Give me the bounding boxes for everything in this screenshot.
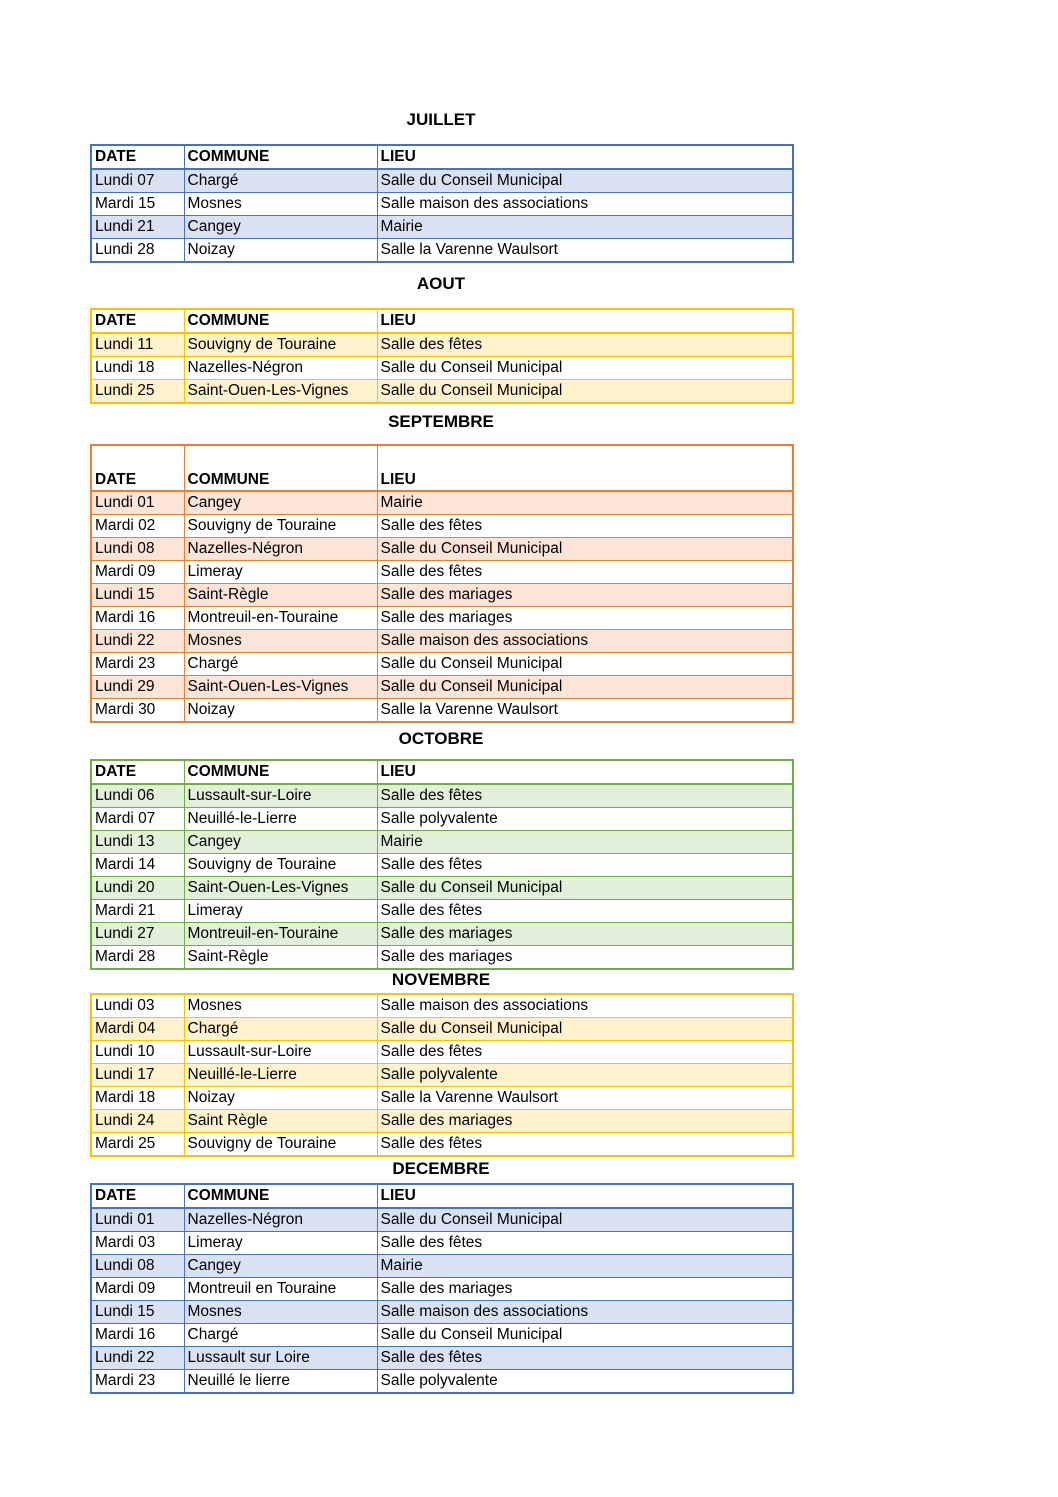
- cell-commune: Chargé: [184, 169, 377, 193]
- cell-date: Mardi 30: [91, 699, 184, 723]
- cell-commune: Souvigny de Touraine: [184, 333, 377, 357]
- cell-commune: Cangey: [184, 1255, 377, 1278]
- cell-date: Lundi 15: [91, 584, 184, 607]
- table-row: [91, 1324, 793, 1347]
- table-row: [91, 808, 793, 831]
- table-row: [91, 1018, 793, 1041]
- cell-date: Mardi 16: [91, 1324, 184, 1347]
- cell-commune: Nazelles-Négron: [184, 538, 377, 561]
- cell-lieu: Salle du Conseil Municipal: [377, 380, 793, 404]
- cell-commune: Nazelles-Négron: [184, 1208, 377, 1232]
- month-title-novembre: NOVEMBRE: [391, 970, 491, 989]
- cell-commune: Lussault sur Loire: [184, 1347, 377, 1370]
- cell-date: Lundi 06: [91, 784, 184, 808]
- cell-commune: Souvigny de Touraine: [184, 515, 377, 538]
- cell-date: Lundi 11: [91, 333, 184, 357]
- cell-lieu: Salle des mariages: [377, 946, 793, 970]
- cell-date: Mardi 14: [91, 854, 184, 877]
- cell-lieu: Salle des fêtes: [377, 854, 793, 877]
- table-row: [91, 333, 793, 357]
- cell-lieu: Salle des mariages: [377, 923, 793, 946]
- cell-date: Lundi 10: [91, 1041, 184, 1064]
- cell-commune: Mosnes: [184, 994, 377, 1018]
- cell-date: Mardi 18: [91, 1087, 184, 1110]
- table-header-row: [91, 145, 793, 169]
- cell-commune: Saint-Règle: [184, 584, 377, 607]
- cell-date: Lundi 29: [91, 676, 184, 699]
- month-title-decembre: DECEMBRE: [392, 1159, 490, 1178]
- table-header-row: [91, 445, 793, 491]
- column-header-lieu: LIEU: [377, 760, 793, 784]
- table-row: [91, 946, 793, 970]
- schedule-table-octobre: [90, 759, 794, 970]
- cell-date: Mardi 04: [91, 1018, 184, 1041]
- cell-lieu: Mairie: [377, 216, 793, 239]
- column-header-commune: COMMUNE: [184, 445, 377, 491]
- table-row: [91, 1087, 793, 1110]
- column-header-date: DATE: [91, 760, 184, 784]
- cell-lieu: Salle maison des associations: [377, 1301, 793, 1324]
- cell-lieu: Salle du Conseil Municipal: [377, 877, 793, 900]
- cell-commune: Chargé: [184, 653, 377, 676]
- cell-date: Lundi 01: [91, 1208, 184, 1232]
- cell-lieu: Salle du Conseil Municipal: [377, 1018, 793, 1041]
- cell-date: Lundi 22: [91, 1347, 184, 1370]
- table-row: [91, 1064, 793, 1087]
- cell-commune: Noizay: [184, 699, 377, 723]
- cell-lieu: Mairie: [377, 1255, 793, 1278]
- cell-commune: Limeray: [184, 900, 377, 923]
- cell-date: Lundi 17: [91, 1064, 184, 1087]
- table-row: [91, 900, 793, 923]
- column-header-commune: COMMUNE: [184, 145, 377, 169]
- cell-commune: Nazelles-Négron: [184, 357, 377, 380]
- table-row: [91, 877, 793, 900]
- table-row: [91, 653, 793, 676]
- cell-date: Mardi 09: [91, 561, 184, 584]
- table-row: [91, 994, 793, 1018]
- cell-date: Mardi 15: [91, 193, 184, 216]
- cell-commune: Chargé: [184, 1018, 377, 1041]
- cell-commune: Neuillé le lierre: [184, 1370, 377, 1394]
- column-header-lieu: LIEU: [377, 309, 793, 333]
- table-row: [91, 584, 793, 607]
- cell-commune: Mosnes: [184, 193, 377, 216]
- cell-lieu: Salle des fêtes: [377, 784, 793, 808]
- table-row: [91, 831, 793, 854]
- month-title-septembre: SEPTEMBRE: [388, 412, 494, 431]
- cell-lieu: Salle du Conseil Municipal: [377, 1324, 793, 1347]
- column-header-date: DATE: [91, 309, 184, 333]
- cell-lieu: Salle des fêtes: [377, 1041, 793, 1064]
- cell-commune: Mosnes: [184, 1301, 377, 1324]
- table-row: [91, 239, 793, 263]
- cell-lieu: Salle maison des associations: [377, 630, 793, 653]
- cell-commune: Saint-Ouen-Les-Vignes: [184, 877, 377, 900]
- column-header-commune: COMMUNE: [184, 309, 377, 333]
- cell-lieu: Salle des fêtes: [377, 515, 793, 538]
- cell-lieu: Salle du Conseil Municipal: [377, 538, 793, 561]
- table-row: [91, 491, 793, 515]
- cell-lieu: Salle du Conseil Municipal: [377, 676, 793, 699]
- cell-lieu: Mairie: [377, 491, 793, 515]
- cell-date: Mardi 16: [91, 607, 184, 630]
- table-row: [91, 1041, 793, 1064]
- cell-commune: Souvigny de Touraine: [184, 854, 377, 877]
- cell-commune: Mosnes: [184, 630, 377, 653]
- cell-commune: Limeray: [184, 1232, 377, 1255]
- cell-date: Lundi 21: [91, 216, 184, 239]
- cell-lieu: Salle polyvalente: [377, 1370, 793, 1394]
- cell-date: Mardi 07: [91, 808, 184, 831]
- table-row: [91, 193, 793, 216]
- column-header-commune: COMMUNE: [184, 760, 377, 784]
- schedule-table-septembre: [90, 444, 794, 723]
- cell-date: Lundi 03: [91, 994, 184, 1018]
- cell-lieu: Salle des fêtes: [377, 1133, 793, 1157]
- cell-lieu: Salle des mariages: [377, 1110, 793, 1133]
- cell-date: Mardi 23: [91, 1370, 184, 1394]
- schedule-table-novembre: [90, 993, 794, 1157]
- cell-commune: Lussault-sur-Loire: [184, 784, 377, 808]
- cell-lieu: Salle la Varenne Waulsort: [377, 699, 793, 723]
- cell-date: Lundi 22: [91, 630, 184, 653]
- cell-date: Lundi 20: [91, 877, 184, 900]
- table-row: [91, 1347, 793, 1370]
- cell-date: Mardi 09: [91, 1278, 184, 1301]
- cell-lieu: Salle maison des associations: [377, 994, 793, 1018]
- cell-commune: Souvigny de Touraine: [184, 1133, 377, 1157]
- cell-commune: Saint Règle: [184, 1110, 377, 1133]
- table-row: [91, 561, 793, 584]
- table-row: [91, 607, 793, 630]
- cell-lieu: Salle du Conseil Municipal: [377, 357, 793, 380]
- cell-date: Mardi 21: [91, 900, 184, 923]
- schedule-table-aout: [90, 308, 794, 404]
- table-row: [91, 1278, 793, 1301]
- table-row: [91, 1208, 793, 1232]
- cell-date: Lundi 13: [91, 831, 184, 854]
- table-row: [91, 216, 793, 239]
- table-row: [91, 538, 793, 561]
- cell-lieu: Salle du Conseil Municipal: [377, 653, 793, 676]
- cell-date: Mardi 03: [91, 1232, 184, 1255]
- table-row: [91, 923, 793, 946]
- cell-commune: Saint-Ouen-Les-Vignes: [184, 676, 377, 699]
- cell-commune: Noizay: [184, 1087, 377, 1110]
- cell-date: Mardi 25: [91, 1133, 184, 1157]
- cell-date: Mardi 28: [91, 946, 184, 970]
- cell-commune: Saint-Règle: [184, 946, 377, 970]
- cell-date: Lundi 24: [91, 1110, 184, 1133]
- month-title-octobre: OCTOBRE: [398, 729, 484, 748]
- cell-date: Lundi 07: [91, 169, 184, 193]
- cell-date: Lundi 18: [91, 357, 184, 380]
- cell-lieu: Salle polyvalente: [377, 1064, 793, 1087]
- cell-commune: Saint-Ouen-Les-Vignes: [184, 380, 377, 404]
- cell-commune: Montreuil-en-Touraine: [184, 607, 377, 630]
- cell-commune: Cangey: [184, 831, 377, 854]
- cell-date: Lundi 08: [91, 1255, 184, 1278]
- table-row: [91, 357, 793, 380]
- cell-commune: Cangey: [184, 216, 377, 239]
- cell-date: Lundi 25: [91, 380, 184, 404]
- table-row: [91, 1110, 793, 1133]
- table-row: [91, 515, 793, 538]
- table-row: [91, 784, 793, 808]
- cell-lieu: Salle des mariages: [377, 584, 793, 607]
- cell-commune: Lussault-sur-Loire: [184, 1041, 377, 1064]
- cell-lieu: Salle des fêtes: [377, 333, 793, 357]
- cell-lieu: Salle des mariages: [377, 1278, 793, 1301]
- table-row: [91, 1133, 793, 1157]
- table-row: [91, 676, 793, 699]
- cell-lieu: Salle des mariages: [377, 607, 793, 630]
- column-header-lieu: LIEU: [377, 1184, 793, 1208]
- cell-commune: Neuillé-le-Lierre: [184, 1064, 377, 1087]
- table-row: [91, 630, 793, 653]
- cell-date: Lundi 01: [91, 491, 184, 515]
- schedule-table-decembre: [90, 1183, 794, 1394]
- table-row: [91, 854, 793, 877]
- cell-commune: Noizay: [184, 239, 377, 263]
- cell-commune: Montreuil-en-Touraine: [184, 923, 377, 946]
- cell-commune: Chargé: [184, 1324, 377, 1347]
- cell-lieu: Salle maison des associations: [377, 193, 793, 216]
- column-header-date: DATE: [91, 145, 184, 169]
- cell-commune: Neuillé-le-Lierre: [184, 808, 377, 831]
- cell-lieu: Salle la Varenne Waulsort: [377, 1087, 793, 1110]
- cell-lieu: Mairie: [377, 831, 793, 854]
- cell-lieu: Salle du Conseil Municipal: [377, 1208, 793, 1232]
- cell-lieu: Salle des fêtes: [377, 561, 793, 584]
- cell-lieu: Salle du Conseil Municipal: [377, 169, 793, 193]
- table-header-row: [91, 309, 793, 333]
- table-header-row: [91, 760, 793, 784]
- table-row: [91, 1255, 793, 1278]
- schedule-table-juillet: [90, 144, 794, 263]
- table-row: [91, 169, 793, 193]
- month-title-aout: AOUT: [416, 274, 466, 293]
- column-header-date: DATE: [91, 445, 184, 491]
- table-row: [91, 1370, 793, 1394]
- table-row: [91, 380, 793, 404]
- table-row: [91, 699, 793, 723]
- table-header-row: [91, 1184, 793, 1208]
- cell-lieu: Salle la Varenne Waulsort: [377, 239, 793, 263]
- cell-date: Lundi 15: [91, 1301, 184, 1324]
- table-row: [91, 1301, 793, 1324]
- cell-date: Lundi 08: [91, 538, 184, 561]
- cell-date: Mardi 02: [91, 515, 184, 538]
- cell-date: Lundi 28: [91, 239, 184, 263]
- month-title-juillet: JUILLET: [406, 110, 476, 129]
- cell-date: Lundi 27: [91, 923, 184, 946]
- table-row: [91, 1232, 793, 1255]
- cell-lieu: Salle des fêtes: [377, 1347, 793, 1370]
- cell-lieu: Salle des fêtes: [377, 900, 793, 923]
- cell-commune: Limeray: [184, 561, 377, 584]
- cell-date: Mardi 23: [91, 653, 184, 676]
- column-header-lieu: LIEU: [377, 145, 793, 169]
- cell-commune: Montreuil en Touraine: [184, 1278, 377, 1301]
- cell-commune: Cangey: [184, 491, 377, 515]
- column-header-lieu: LIEU: [377, 445, 793, 491]
- cell-lieu: Salle polyvalente: [377, 808, 793, 831]
- column-header-commune: COMMUNE: [184, 1184, 377, 1208]
- cell-lieu: Salle des fêtes: [377, 1232, 793, 1255]
- column-header-date: DATE: [91, 1184, 184, 1208]
